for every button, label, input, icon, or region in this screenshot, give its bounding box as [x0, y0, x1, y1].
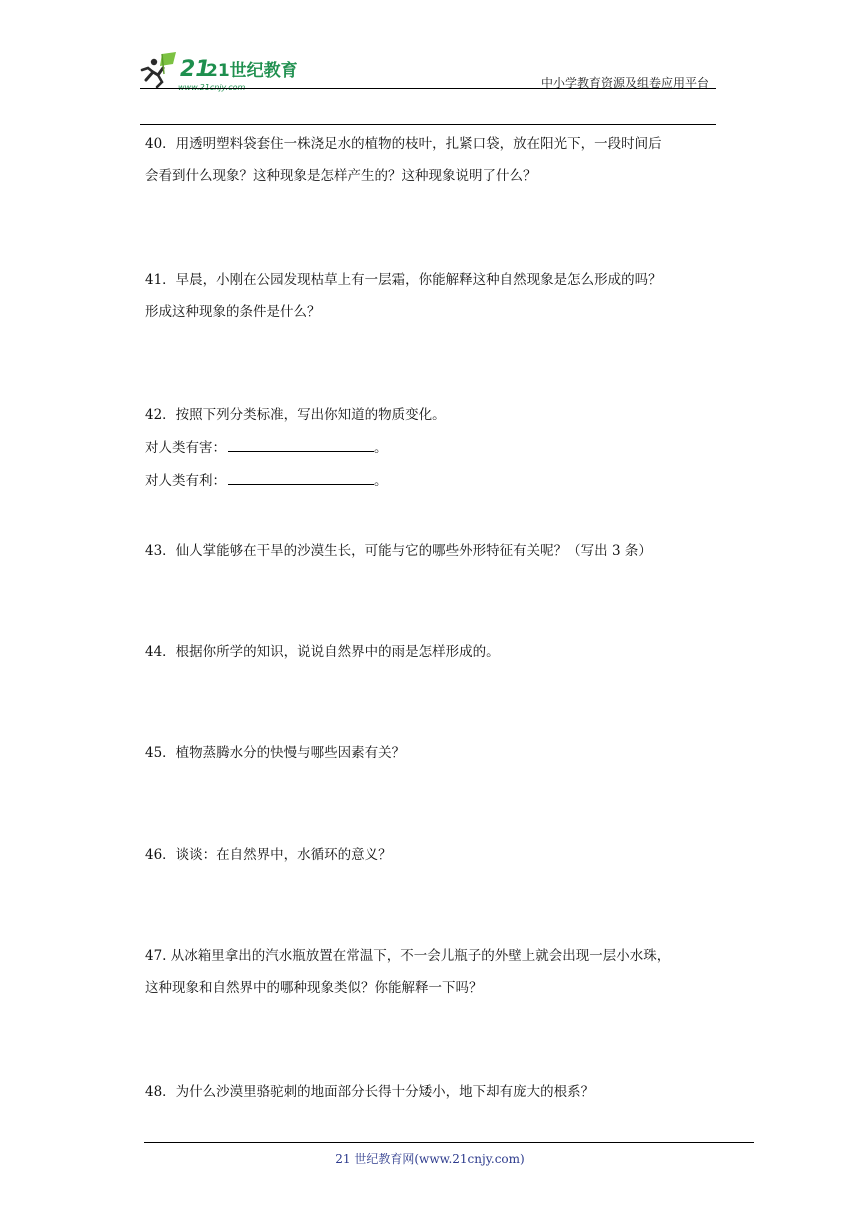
question-line: 46．谈谈：在自然界中，水循环的意义？ — [145, 847, 392, 863]
fill-line-beneficial — [145, 470, 446, 491]
fill-end: 。 — [374, 440, 388, 456]
question-47 — [145, 946, 670, 998]
fill-end: 。 — [374, 473, 388, 489]
question-48 — [145, 1082, 594, 1102]
fill-line-harmful — [145, 437, 446, 458]
question-40 — [145, 134, 662, 186]
question-45 — [145, 743, 405, 763]
question-line: 43．仙人掌能够在干旱的沙漠生长，可能与它的哪些外形特征有关呢？（写出 3 条） — [145, 543, 652, 559]
page-header — [140, 44, 715, 92]
question-42 — [145, 405, 446, 491]
question-41 — [145, 270, 662, 322]
fill-label: 对人类有利： — [145, 473, 226, 489]
svg-text:www.21cnjy.com: www.21cnjy.com — [178, 83, 246, 92]
question-line: 40．用透明塑料袋套住一株浇足水的植物的枝叶，扎紧口袋，放在阳光下，一段时间后 — [145, 136, 662, 152]
question-line: 47. 从冰箱里拿出的汽水瓶放置在常温下，不一会儿瓶子的外壁上就会出现一层小水珠， — [145, 948, 671, 964]
question-46 — [145, 845, 392, 865]
answer-blank[interactable] — [228, 437, 374, 452]
footer-text: 21 世纪教育网(www.21cnjy.com) — [335, 1152, 525, 1166]
section-divider — [140, 124, 716, 125]
svg-text:21: 21 — [180, 57, 211, 82]
question-line: 会看到什么现象？这种现象是怎样产生的？这种现象说明了什么？ — [145, 168, 537, 184]
platform-name: 中小学教育资源及组卷应用平台 — [540, 76, 709, 90]
question-44 — [145, 642, 500, 662]
question-line: 41．早晨，小刚在公园发现枯草上有一层霜，你能解释这种自然现象是怎么形成的吗？ — [145, 272, 662, 288]
question-line: 44．根据你所学的知识，说说自然界中的雨是怎样形成的。 — [145, 644, 500, 660]
svg-text:21世纪教育: 21世纪教育 — [206, 61, 298, 81]
question-43 — [145, 541, 652, 561]
question-line: 45．植物蒸腾水分的快慢与哪些因素有关？ — [145, 745, 406, 761]
answer-blank[interactable] — [228, 470, 374, 485]
question-line: 形成这种现象的条件是什么？ — [145, 304, 321, 320]
footer-divider — [144, 1142, 754, 1143]
question-line: 48．为什么沙漠里骆驼刺的地面部分长得十分矮小，地下却有庞大的根系？ — [145, 1084, 595, 1100]
question-line: 这种现象和自然界中的哪种现象类似？你能解释一下吗？ — [145, 980, 483, 996]
header-divider — [140, 88, 716, 89]
question-line: 42．按照下列分类标准，写出你知道的物质变化。 — [145, 407, 446, 423]
fill-label: 对人类有害： — [145, 440, 226, 456]
